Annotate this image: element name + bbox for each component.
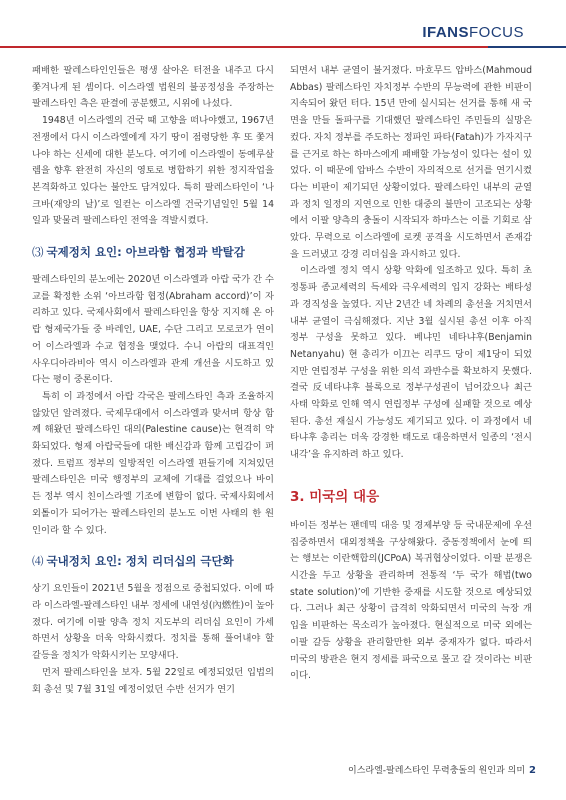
header-rule-red: [0, 46, 488, 48]
subheading-text: 국내정치 요인: 정치 리더십의 극단화: [46, 554, 234, 569]
paragraph: 특히 이 과정에서 아랍 각국은 팔레스타인 측과 조율하지 않았던 알려졌다. 국제무대에서 이스라엘과 맞서며 항상 함께 해왔던 팔레스타인 대의(Palestine cause)는 현격히 약화되었다. 형제 아랍국들에 대한 배신감과 함께 고립감이 퍼졌다. 트럼프 정부의 일방적인 이스라엘 편들기에 지쳐있던 팔레스타인은 미국 행정부의 교체에 기대를 걸었으나 바이든 정부 역시 친이스라엘 기조에 변함이 없다. 국제사회에서 외톨이가 되어가는 팔레스타인의 분노도 이번 사태의 한 원인이라 할 수 있다.: [32, 390, 274, 536]
subheading-number: ⑶: [32, 245, 44, 260]
header-rule-navy: [488, 46, 566, 48]
subheading-text: 국제정치 요인: 아브라함 협정과 박탈감: [46, 245, 245, 260]
running-title: 이스라엘-팔레스타인 무력충돌의 원인과 의미: [348, 766, 526, 776]
paragraph: 이스라엘 정치 역시 상황 악화에 일조하고 있다. 특히 초정통파 종교세력의 득세와 극우세력의 입지 강화는 배타성과 경직성을 높였다. 지난 2년간 네 차례의 총선을 거치면서 내부 균열이 극심해졌다. 지난 3월 실시된 총선 이후 아직 정부 구성을 못하고 있다. 베냐민 네타냐후(Benjamin Netanyahu) 현 총리가 이끄는 리쿠드 당이 제1당이 되었지만 연립정부 구성을 위한 의석 과반수를 확보하지 못했다. 결국 反네타냐후 블록으로 정부구성권이 넘어갔으나 최근 사태 악화로 인해 역시 연립정부 구성에 실패할 것으로 예상된다. 총선 재실시 가능성도 제기되고 있다. 이 과정에서 네타냐후 총리는 더욱 강경한 태도로 대응하면서 일종의 ‘전시내각’을 유지하려 하고 있다.: [290, 265, 532, 461]
paragraph: 팔레스타인의 분노에는 2020년 이스라엘과 아랍 국가 간 수교를 확정한 소위 ‘아브라함 협정(Abraham accord)’이 자리하고 있다. 국제사회에서 팔레스타인을 항상 지지해 온 아랍 형제국가들 중 바레인, UAE, 수단 그리고 모로코가 연이어 이스라엘과 수교 협정을 맺었다. 수니 아랍의 대표격인 사우디아라비아 역시 이스라엘과 관계 개선을 시도하고 있다는 평이 중론이다.: [32, 274, 274, 386]
subheading-number: ⑷: [32, 554, 44, 569]
logo-regular-text: FOCUS: [469, 24, 524, 41]
subheading-domestic-politics: [32, 553, 274, 569]
paragraph: 되면서 내부 균열이 불거졌다. 마흐무드 압바스(Mahmoud Abbas) 팔레스타인 자치정부 수반의 무능력에 관한 비판이 지속되어 왔던 터다. 15년 만에 실시되는 선거를 통해 새 국면을 만들 돌파구를 기대했던 팔레스타인 주민들의 실망은 컸다. 자치 정부를 주도하는 정파인 파타(Fatah)가 가자지구를 근거로 하는 하마스에게 패배할 가능성이 있다는 설이 있었다. 이 때문에 압바스 수반이 자의적으로 선거를 연기시켰다는 비판이 제기되던 상황이었다. 팔레스타인 내부의 균열과 정치 일정의 지연으로 인한 대중의 불만이 고조되는 상황에서 이팔 양측의 충돌이 시작되자 하마스는 이를 기회로 삼았다. 무력으로 이스라엘에 로켓 공격을 시도하면서 존재감을 드러냈고 강경 리더십을 과시하고 있다.: [290, 65, 532, 260]
page-header: [0, 0, 566, 60]
section-heading-us-response: 3. 미국의 대응: [290, 488, 380, 505]
page-footer: [348, 763, 536, 776]
paragraph: 먼저 팔레스타인을 보자. 5월 22일로 예정되었던 입법의회 총선 및 7월 31일 예정이었던 수반 선거가 연기: [32, 666, 274, 695]
right-column: [290, 63, 532, 685]
paragraph: 1948년 이스라엘의 건국 때 고향을 떠나야했고, 1967년 전쟁에서 다시 이스라엘에게 자기 땅이 점령당한 후 또 쫓겨나야 하는 신세에 대한 분노다. 여기에 이스라엘이 동예루살렘을 향후 완전히 자신의 영토로 병합하기 위한 정지작업을 본격화하고 있다는 불안도 담겨있다. 특히 팔레스타인이 ‘나크바(재앙의 날)’로 일컫는 이스라엘 건국기념일인 5월 14일과 맞물려 팔레스타인 전역을 격발시켰다.: [32, 115, 274, 227]
page-number: 2: [529, 765, 536, 776]
subheading-international-politics: [32, 244, 274, 260]
logo-bold-text: IFANS: [422, 24, 469, 41]
left-column: [32, 63, 274, 698]
paragraph: 상기 요인들이 2021년 5월을 정점으로 중첩되었다. 이에 따라 이스라엘-팔레스타인 내부 정세에 내연성(內燃性)이 높아졌다. 여기에 이팔 양측 정치 지도부의 리더십 요인이 가세하면서 상황을 더욱 악화시켰다. 정치를 통해 풀어내야 할 갈등을 정치가 악화시키는 모양새다.: [32, 583, 274, 662]
ifans-focus-logo: [422, 24, 524, 41]
paragraph: 바이든 정부는 팬데믹 대응 및 경제부양 등 국내문제에 우선 집중하면서 대외정책을 구상해왔다. 중동정책에서 눈에 띄는 행보는 이란핵합의(JCPoA) 복귀협상이었다. 이팔 분쟁은 시간을 두고 상황을 관리하며 전통적 ‘두 국가 해법(two state solution)’에 기반한 중재를 시도할 것으로 예상되었다. 그러나 최근 상황이 급격히 악화되면서 미국의 늑장 개입을 비판하는 목소리가 높아졌다. 현실적으로 미국 외에는 이팔 갈등 상황을 관리할만한 외부 중재자가 없다. 따라서 미국의 방관은 현지 정세를 파국으로 몰고 갈 것이라는 비판이다.: [290, 519, 532, 682]
paragraph: 패배한 팔레스타인인들은 평생 살아온 터전을 내주고 다시 쫓겨나게 된 셈이다. 이스라엘 법원의 불공정성을 주장하는 팔레스타인 측은 판결에 공분했고, 시위에 나섰다.: [32, 65, 274, 110]
